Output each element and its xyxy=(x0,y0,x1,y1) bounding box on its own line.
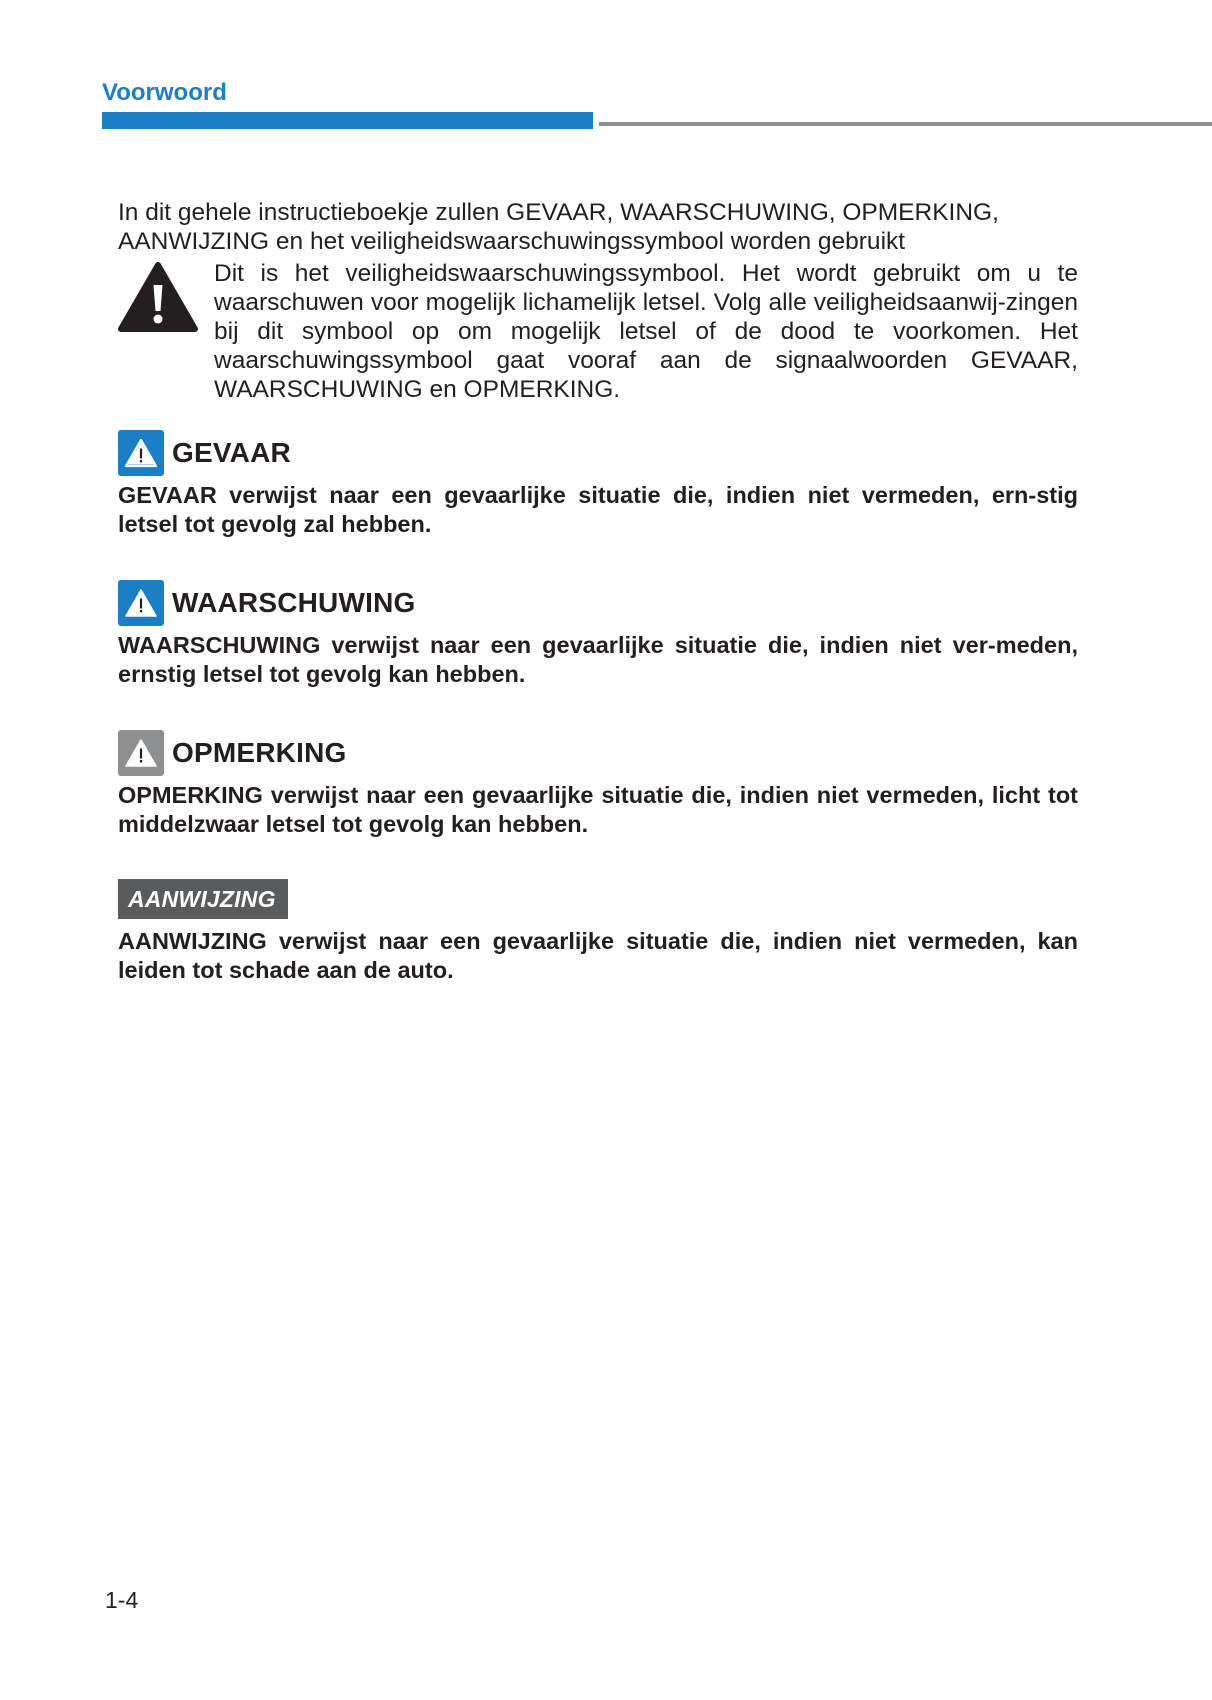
warning-label: WAARSCHUWING xyxy=(172,586,416,618)
warning-triangle-icon xyxy=(124,438,158,468)
header-rule-accent xyxy=(102,112,593,129)
warning-triangle-icon xyxy=(118,261,198,333)
intro-paragraph: In dit gehele instructieboekje zullen GEVAAR, WAARSCHUWING, OPMERKING, AANWIJZING en het veiligheidswaarschuwingssymbool worden gebruikt xyxy=(118,199,999,255)
notice-badge: AANWIJZING xyxy=(118,879,288,919)
signal-opmerking xyxy=(118,729,1078,839)
danger-description: GEVAAR verwijst naar een gevaarlijke situatie die, indien niet vermeden, ern-stig letsel tot gevolg zal hebben. xyxy=(118,481,1078,537)
caution-badge xyxy=(118,730,164,776)
warning-triangle-icon xyxy=(124,738,158,768)
warning-description: WAARSCHUWING verwijst naar een gevaarlijke situatie die, indien niet ver-meden, ernstig letsel tot gevolg kan hebben. xyxy=(118,631,1078,687)
safety-symbol-block xyxy=(118,259,1078,404)
section-title: Voorwoord xyxy=(102,79,227,106)
signal-aanwijzing xyxy=(118,879,1078,985)
danger-badge xyxy=(118,430,164,476)
header-rule xyxy=(599,122,1212,126)
danger-label: GEVAAR xyxy=(172,436,291,468)
page-content xyxy=(118,198,1078,985)
caution-description: OPMERKING verwijst naar een gevaarlijke situatie die, indien niet vermeden, licht tot middelzwaar letsel tot gevolg kan hebben. xyxy=(118,781,1078,837)
signal-gevaar xyxy=(118,429,1078,539)
warning-badge xyxy=(118,580,164,626)
caution-label: OPMERKING xyxy=(172,736,347,768)
safety-symbol-text: Dit is het veiligheidswaarschuwingssymbool. Het wordt gebruikt om u te waarschuwen voor mogelijk lichamelijk letsel. Volg alle veiligheidsaanwij-zingen bij dit symbool op om mogelijk letsel of de dood te voorkomen. Het waarschuwingssymbool gaat vooraf aan de signaalwoorden GEVAAR, WAARSCHUWING en OPMERKING. xyxy=(214,260,1078,403)
page-number: 1-4 xyxy=(105,1587,139,1613)
notice-description: AANWIJZING verwijst naar een gevaarlijke situatie die, indien niet vermeden, kan leiden tot schade aan de auto. xyxy=(118,927,1078,983)
warning-triangle-icon xyxy=(124,588,158,618)
signal-waarschuwing xyxy=(118,579,1078,689)
